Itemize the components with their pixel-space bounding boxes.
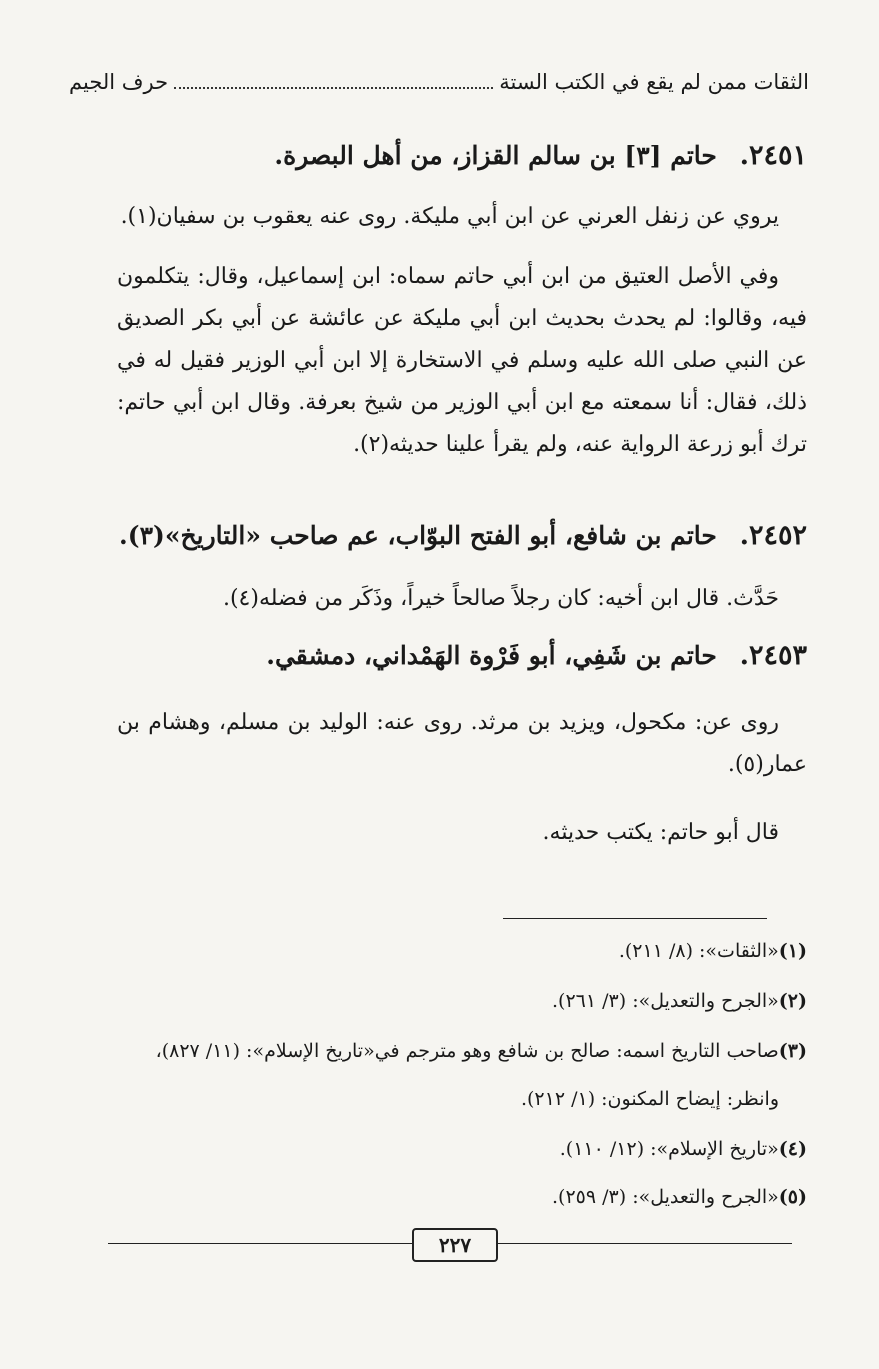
header-chapter: حرف الجيم bbox=[69, 70, 169, 94]
entry-heading bbox=[119, 520, 807, 551]
footnote bbox=[67, 988, 807, 1014]
entry-heading bbox=[274, 140, 807, 171]
footnote bbox=[67, 938, 807, 964]
footnote-separator bbox=[503, 918, 767, 919]
footnote-label: (٤) bbox=[778, 1138, 807, 1160]
header-book-title: الثقات ممن لم يقع في الكتب الستة bbox=[499, 70, 809, 94]
entry-title: حاتم بن شَفِي، أبو فَرْوة الهَمْداني، دمشقي. bbox=[266, 641, 717, 670]
footnote-text: «الجرح والتعديل»: (٣/ ٢٦١). bbox=[552, 990, 779, 1012]
entry-paragraph: قال أبو حاتم: يكتب حديثه. bbox=[542, 820, 779, 845]
footnote-text: «الثقات»: (٨/ ٢١١). bbox=[618, 940, 779, 962]
entry-number: ٢٤٥٣. bbox=[739, 640, 807, 671]
page-number: ٢٢٧ bbox=[412, 1228, 498, 1262]
footnote-text: «تاريخ الإسلام»: (١٢/ ١١٠). bbox=[559, 1138, 779, 1160]
footnote-label: (٥) bbox=[778, 1186, 807, 1208]
footnote-text: «الجرح والتعديل»: (٣/ ٢٥٩). bbox=[552, 1186, 779, 1208]
entry-title: حاتم [٣] بن سالم القزاز، من أهل البصرة. bbox=[274, 141, 717, 170]
running-header bbox=[69, 70, 809, 95]
footnote-continuation: وانظر: إيضاح المكنون: (١/ ٢١٢). bbox=[520, 1088, 779, 1110]
entry-paragraph: وفي الأصل العتيق من ابن أبي حاتم سماه: ابن إسماعيل، وقال: يتكلمون فيه، وقالوا: لم يحدث بحديث ابن أبي مليكة عن عائشة عن أبي بكر الصديق عن النبي صلى الله عليه وسلم في الاستخارة إلا ابن أبي الوزير فقيل له في ذلك، فقال: أنا سمعته مع ابن أبي الوزير من شيخ بعرفة. وقال ابن أبي حاتم: ترك أبو زرعة الرواية عنه، ولم يقرأ علينا حديثه(٢). bbox=[117, 264, 807, 457]
header-dot-leader bbox=[174, 86, 493, 89]
entry-paragraph: روى عن: مكحول، ويزيد بن مرثد. روى عنه: الوليد بن مسلم، وهشام بن عمار(٥). bbox=[117, 710, 807, 777]
footnote bbox=[67, 1184, 807, 1210]
footnote-text: صاحب التاريخ اسمه: صالح بن شافع وهو مترجم في«تاريخ الإسلام»: (١١/ ٨٢٧)، bbox=[155, 1040, 779, 1062]
entry-paragraph: يروي عن زنفل العرني عن ابن أبي مليكة. روى عنه يعقوب بن سفيان(١). bbox=[120, 204, 779, 229]
entry-heading bbox=[266, 640, 807, 671]
footnote-label: (١) bbox=[778, 940, 807, 962]
entry-paragraph: حَدَّث. قال ابن أخيه: كان رجلاً صالحاً خيراً، وذَكَر من فضله(٤). bbox=[222, 586, 779, 611]
entry-number: ٢٤٥٢. bbox=[739, 520, 807, 551]
footnote bbox=[67, 1038, 807, 1064]
footnote-label: (٣) bbox=[778, 1040, 807, 1062]
footnote bbox=[67, 1136, 807, 1162]
footnote-label: (٢) bbox=[778, 990, 807, 1012]
entry-title: حاتم بن شافع، أبو الفتح البوّاب، عم صاحب «التاريخ»(٣). bbox=[119, 521, 717, 550]
entry-number: ٢٤٥١. bbox=[739, 140, 807, 171]
